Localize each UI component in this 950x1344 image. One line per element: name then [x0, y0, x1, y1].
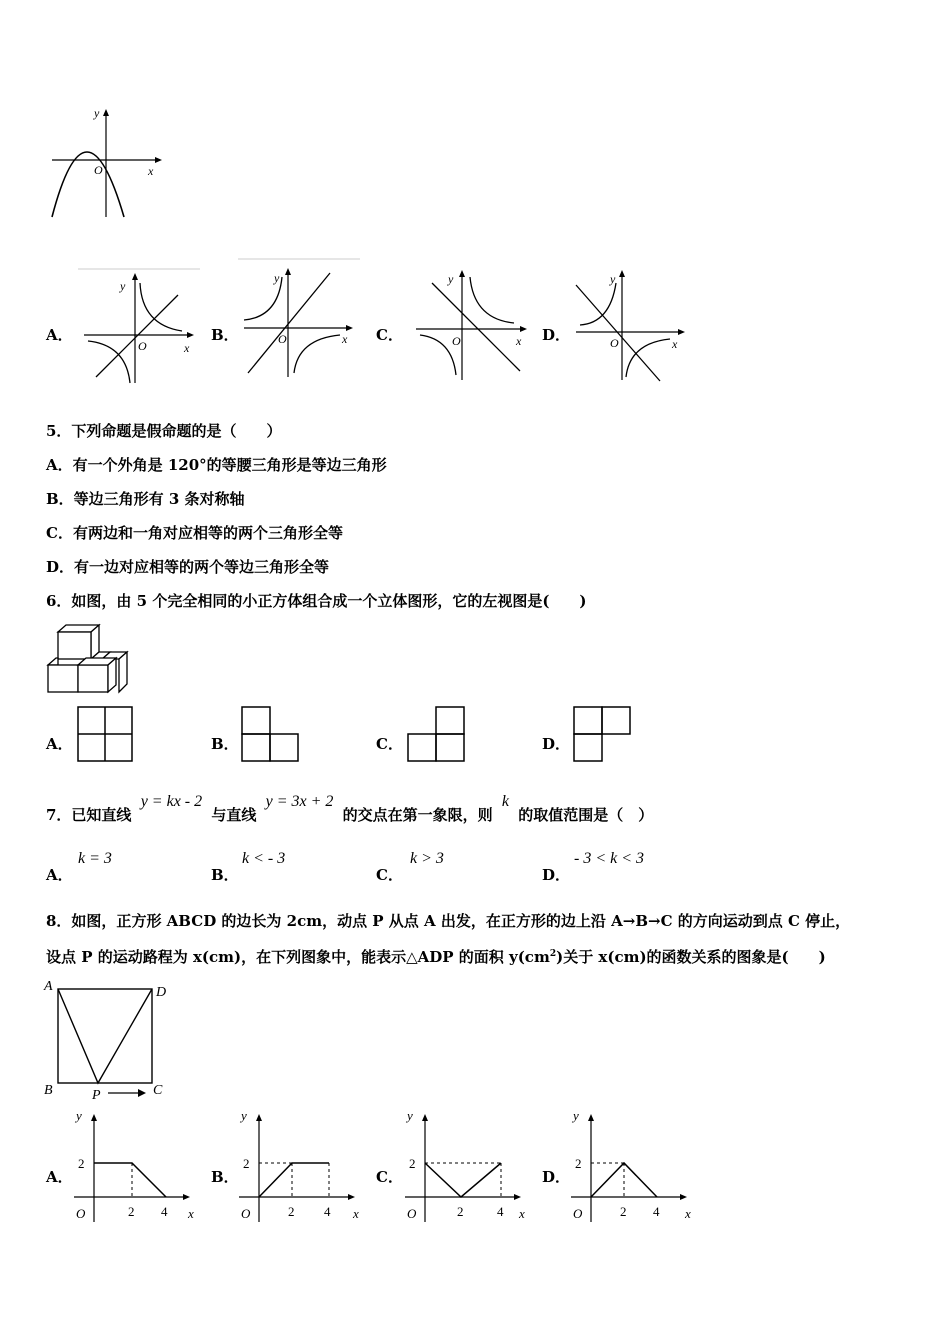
q7-option-d-expr: - 3 < k < 3: [574, 850, 645, 867]
q7-option-b-expr: k < - 3: [242, 850, 286, 867]
q6-view-c: [407, 706, 467, 764]
q8-option-d-letter: D．: [542, 1168, 571, 1186]
q5-option-a: A．有一个外角是 120°的等腰三角形是等边三角形: [46, 456, 387, 474]
origin-label: O: [452, 334, 461, 348]
tick-x-4: 4: [497, 1204, 504, 1219]
label-p: P: [92, 1088, 101, 1101]
q7-line2: y = 3x + 2: [265, 793, 334, 810]
x-label: x: [188, 1206, 194, 1221]
tick-x-4: 4: [161, 1204, 168, 1219]
cube-stack-figure: [44, 622, 134, 698]
q7-stem: [46, 792, 653, 832]
q8-option-a-letter: A．: [46, 1168, 73, 1186]
parabola-figure: [48, 105, 168, 225]
q7-option-a-expr: k = 3: [78, 850, 112, 867]
q6-option-c-letter: C．: [376, 735, 403, 753]
q5-stem: 5．下列命题是假命题的是（ ）: [46, 422, 282, 440]
q7-option-d-letter: D．: [542, 866, 571, 884]
q7-option-c-letter: C．: [376, 866, 403, 884]
q7-k: k: [501, 793, 509, 810]
q7-line1: y = kx - 2: [140, 793, 203, 810]
origin-label: O: [76, 1206, 86, 1221]
square-abcd-figure: [40, 976, 180, 1101]
origin-label: O: [241, 1206, 251, 1221]
q8-stem-line2-a: 设点 P 的运动路程为 x(cm)，在下列图象中，能表示△ADP 的面积 y(cm: [46, 948, 550, 966]
q4-graph-d: [570, 265, 695, 383]
origin-label: O: [573, 1206, 583, 1221]
label-a: A: [44, 979, 53, 994]
q6-view-b: [241, 706, 301, 764]
q6-view-d: [573, 706, 633, 764]
origin-label: O: [610, 336, 619, 350]
origin-label: O: [94, 163, 103, 177]
q8-graph-c: [403, 1106, 533, 1224]
q8-stem-line2-b: )关于 x(cm)的函数关系的图象是( ): [556, 948, 826, 966]
q5-option-d: D．有一边对应相等的两个等边三角形全等: [46, 558, 330, 576]
q6-option-a-letter: A．: [46, 735, 73, 753]
y-label: y: [448, 272, 454, 286]
x-label: x: [353, 1206, 359, 1221]
tick-x-4: 4: [324, 1204, 331, 1219]
label-c: C: [153, 1083, 163, 1098]
x-axis-label: x: [148, 164, 154, 178]
y-label: y: [573, 1108, 579, 1123]
q4-graph-a: [78, 265, 203, 387]
x-label: x: [342, 332, 348, 346]
q8-option-c-letter: C．: [376, 1168, 403, 1186]
q5-option-c: C．有两边和一角对应相等的两个三角形全等: [46, 524, 343, 542]
x-label: x: [672, 337, 678, 351]
x-label: x: [685, 1206, 691, 1221]
x-label: x: [184, 341, 190, 355]
q4-graph-c: [410, 265, 535, 383]
q7-option-a-letter: A．: [46, 866, 73, 884]
q7-stem-part4: 的取值范围是（ ）: [518, 806, 654, 824]
q4-option-b-letter: B．: [211, 326, 239, 344]
origin-label: O: [138, 339, 147, 353]
q7-stem-part3: 的交点在第一象限，则: [342, 806, 493, 824]
q5-option-b: B．等边三角形有 3 条对称轴: [46, 490, 245, 508]
tick-x-2: 2: [457, 1204, 464, 1219]
q8-stem-sup: 2: [549, 949, 557, 959]
q8-graph-b: [237, 1106, 367, 1224]
y-label: y: [76, 1108, 82, 1123]
tick-y-2: 2: [78, 1156, 85, 1171]
q7-stem-part2: 与直线: [211, 806, 257, 824]
tick-x-2: 2: [620, 1204, 627, 1219]
tick-y-2: 2: [409, 1156, 416, 1171]
tick-y-2: 2: [243, 1156, 250, 1171]
y-label: y: [274, 271, 280, 285]
q8-graph-a: [72, 1106, 202, 1224]
q8-stem-line2: [46, 946, 826, 967]
q8-stem-line1: 8．如图，正方形 ABCD 的边长为 2cm，动点 P 从点 A 出发，在正方形的边上沿 A→B→C 的方向运动到点 C 停止，: [46, 912, 851, 930]
q7-stem-part1: 7．已知直线: [46, 806, 132, 824]
x-label: x: [516, 334, 522, 348]
y-label: y: [120, 279, 126, 293]
origin-label: O: [407, 1206, 417, 1221]
y-label: y: [407, 1108, 413, 1123]
q8-option-b-letter: B．: [211, 1168, 239, 1186]
q4-option-c-letter: C．: [376, 326, 403, 344]
x-label: x: [519, 1206, 525, 1221]
q6-option-d-letter: D．: [542, 735, 571, 753]
q6-stem: 6．如图，由 5 个完全相同的小正方体组合成一个立体图形，它的左视图是( ): [46, 592, 587, 610]
y-label: y: [610, 272, 616, 286]
q4-option-d-letter: D．: [542, 326, 571, 344]
tick-x-4: 4: [653, 1204, 660, 1219]
y-axis-label: y: [94, 106, 100, 120]
q4-option-a-letter: A．: [46, 326, 73, 344]
q6-view-a: [77, 706, 135, 764]
tick-x-2: 2: [288, 1204, 295, 1219]
label-b: B: [44, 1083, 53, 1098]
tick-x-2: 2: [128, 1204, 135, 1219]
label-d: D: [156, 985, 167, 1000]
q7-option-b-letter: B．: [211, 866, 239, 884]
q8-graph-d: [569, 1106, 699, 1224]
tick-y-2: 2: [575, 1156, 582, 1171]
origin-label: O: [278, 332, 287, 346]
y-label: y: [241, 1108, 247, 1123]
q6-option-b-letter: B．: [211, 735, 239, 753]
q7-option-c-expr: k > 3: [410, 850, 444, 867]
q4-graph-b: [238, 255, 363, 380]
